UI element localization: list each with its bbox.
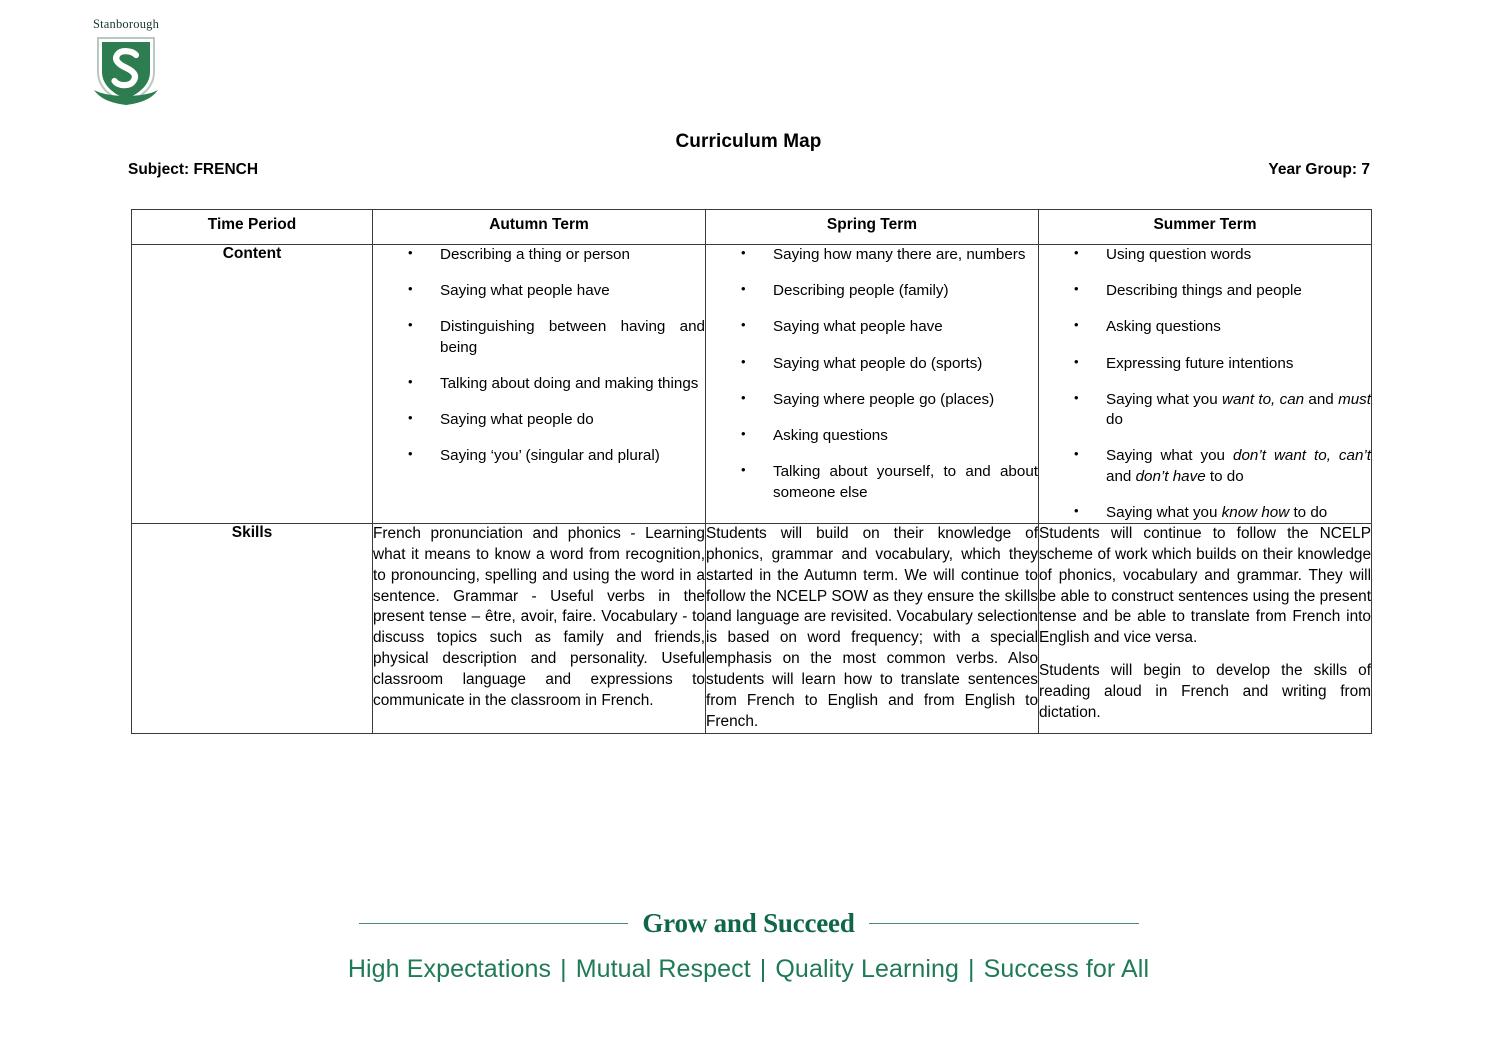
school-values <box>0 955 1497 984</box>
school-logo <box>78 18 174 114</box>
motto-row <box>359 908 1139 939</box>
plain-text: Saying what you <box>1106 503 1222 521</box>
list-item <box>1039 390 1371 430</box>
value-item: High Expectations <box>347 955 552 983</box>
list-item: • Saying what people do (sports) <box>706 354 1038 374</box>
emphasis-text: don’t have <box>1135 467 1206 485</box>
subject-label: Subject: FRENCH <box>128 161 259 178</box>
plain-text: Using question words <box>1106 246 1252 263</box>
skills-summer-text <box>1039 524 1371 724</box>
school-name-wordmark: Stanborough <box>92 17 160 31</box>
row-label-skills: Skills <box>132 523 373 733</box>
list-item: • Saying what people do <box>373 410 705 430</box>
motto-rule-left <box>359 923 629 924</box>
cell-content-spring <box>706 245 1039 524</box>
cell-content-autumn <box>373 245 706 524</box>
paragraph: French pronunciation and phonics - Learning what it means to know a word from recognition, to pronouncing, spelling and using the word in a sentence. Grammar - Useful verbs in the present tense – être, avoir, faire. Vocabulary - to discuss topics such as family and friends, physical description and personality. Useful classroom language and expressions to communicate in the classroom in French. <box>373 524 705 709</box>
column-header-time-period: Time Period <box>132 210 373 245</box>
paragraph: Students will build on their knowledge of phonics, grammar and vocabulary, which they started in the Autumn term. We will continue to follow the NCELP SOW as they ensure the skills and language are revisited. Vocabulary selection is based on word frequency; with a special emphasis on the most common verbs. Also students will learn how to translate sentences from French to English and from English to French. <box>706 524 1038 730</box>
list-item: • Talking about yourself, to and about someone else <box>706 462 1038 502</box>
list-item: • Saying what people have <box>373 281 705 301</box>
list-item: • Saying how many there are, numbers <box>706 245 1038 265</box>
cell-skills-autumn <box>373 523 706 733</box>
list-item: • Asking questions <box>706 426 1038 446</box>
footer <box>0 908 1497 984</box>
content-summer-list <box>1039 245 1371 523</box>
emphasis-text: want to, can <box>1221 390 1305 408</box>
plain-text: Saying what you <box>1106 390 1222 408</box>
list-item: • Distinguishing between having and being <box>373 317 705 357</box>
skills-spring-text <box>706 524 1038 733</box>
plain-text: Describing things and people <box>1106 282 1302 300</box>
value-separator: | <box>560 955 567 983</box>
curriculum-map-table <box>131 209 1372 734</box>
column-header-spring-term: Spring Term <box>706 210 1039 245</box>
emphasis-text: know how <box>1221 503 1290 521</box>
table-row-skills <box>132 523 1372 733</box>
list-item <box>1039 503 1371 523</box>
plain-text: and <box>1304 390 1339 408</box>
column-header-autumn-term: Autumn Term <box>373 210 706 245</box>
value-separator: | <box>759 955 767 983</box>
motto-rule-right <box>869 923 1139 924</box>
value-item: Success for All <box>983 955 1150 983</box>
school-motto: Grow and Succeed <box>642 908 855 938</box>
row-label-content: Content <box>132 245 373 524</box>
plain-text: to do <box>1289 503 1328 521</box>
shield-icon <box>88 32 164 108</box>
list-item <box>1039 281 1371 301</box>
list-item <box>1039 446 1371 486</box>
plain-text: do <box>1106 411 1123 429</box>
table-row-content <box>132 245 1372 524</box>
value-item: Quality Learning <box>775 955 960 983</box>
skills-autumn-text <box>373 524 705 712</box>
plain-text: Asking questions <box>1106 318 1221 336</box>
list-item: • Describing people (family) <box>706 281 1038 301</box>
list-item: • Saying ‘you’ (singular and plural) <box>373 446 705 466</box>
list-item: • Saying where people go (places) <box>706 390 1038 410</box>
plain-text: and <box>1106 467 1136 485</box>
content-autumn-list <box>373 245 705 467</box>
paragraph: Students will begin to develop the skills of reading aloud in French and writing from dictation. <box>1039 662 1371 721</box>
table-header-row <box>132 210 1372 245</box>
list-item: • Talking about doing and making things <box>373 374 705 394</box>
plain-text: Saying what you <box>1106 447 1234 465</box>
paragraph: Students will continue to follow the NCELP scheme of work which builds on their knowledge of phonics, vocabulary and grammar. They will be able to construct sentences using the present tense and be able to translate from French into English and vice versa. <box>1039 524 1371 647</box>
cell-skills-summer <box>1039 523 1372 733</box>
value-item: Mutual Respect <box>575 955 751 983</box>
list-item: • Describing a thing or person <box>373 245 705 265</box>
plain-text: to do <box>1205 467 1244 485</box>
value-separator: | <box>968 955 975 983</box>
column-header-summer-term: Summer Term <box>1039 210 1372 245</box>
emphasis-text: must <box>1338 390 1371 408</box>
list-item: • Saying what people have <box>706 317 1038 337</box>
list-item <box>1039 317 1371 337</box>
plain-text: Expressing future intentions <box>1106 354 1294 372</box>
emphasis-text: don’t want to, can’t <box>1233 447 1371 465</box>
year-group-label: Year Group: 7 <box>1268 161 1370 178</box>
cell-content-summer <box>1039 245 1372 524</box>
cell-skills-spring <box>706 523 1039 733</box>
list-item <box>1039 354 1371 374</box>
list-item <box>1039 245 1371 265</box>
page-title: Curriculum Map <box>675 131 822 152</box>
content-spring-list <box>706 245 1038 503</box>
